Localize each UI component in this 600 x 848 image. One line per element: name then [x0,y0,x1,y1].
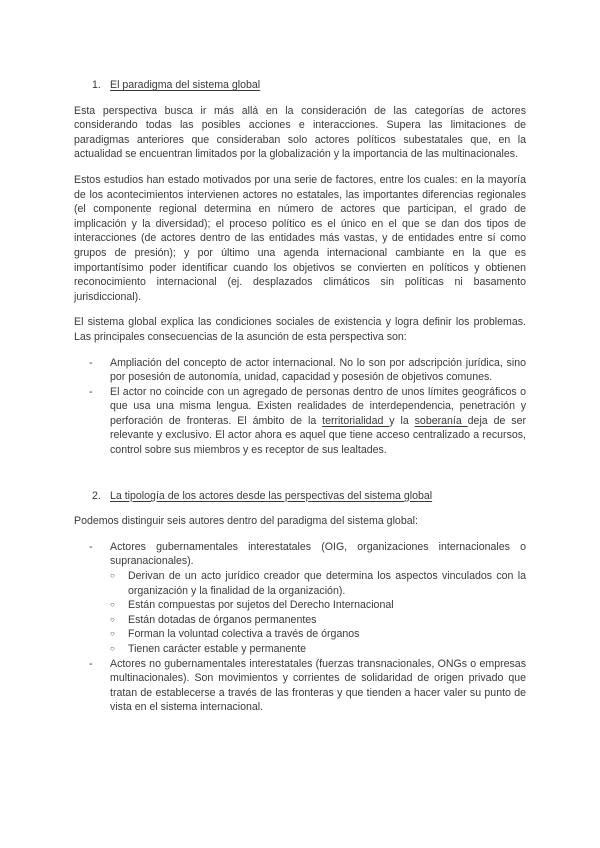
sub-list-item-text: Están compuestas por sujetos del Derecho Internacional [128,599,394,612]
circle-bullet-icon: ○ [110,644,115,653]
list-item [74,356,526,385]
section-title: El paradigma del sistema global [110,79,261,91]
sub-list-item-text: Están dotadas de órganos permanentes [128,613,317,626]
list-item-text: y la [389,414,415,427]
sub-list-item [110,627,526,642]
dash-bullet-icon: - [89,385,93,398]
sub-list-item-text: Derivan de un acto jurídico creador que determina los aspectos vinculados con la organización y la finalidad de la organización). [128,570,526,597]
list-item [74,657,526,715]
circle-bullet-icon: ○ [110,600,115,610]
list-item [74,540,526,657]
document-page [74,78,526,726]
circle-bullet-icon: ○ [110,629,115,639]
sub-list-item [110,598,526,613]
list-item-text: deja de ser relevante y exclusivo. El actor ahora es aquel que tiene acceso centralizado a recursos, control sobre sus miembros y es receptor de sus lealtades. [110,414,526,457]
sub-list-item [110,569,526,598]
section-number: 1. [92,79,101,91]
section-heading-2 [74,489,526,504]
dash-bullet-icon: - [89,657,93,670]
spacer [74,469,526,489]
section-heading-1 [74,78,526,93]
list-item-text: Actores no gubernamentales interestatales (fuerzas transnacionales, ONGs o empresas multinacionales). Son movimientos y corrientes de solidaridad de origen privado que tratan de establecerse a través de las fronteras y que tienden a hacer valer su punto de vista en el sistema internacional. [110,657,526,714]
sub-list-item-text: Forman la voluntad colectiva a través de órganos [128,628,360,641]
section-title: La tipología de los actores desde las perspectivas del sistema global [110,489,433,502]
list-item-text: Actores gubernamentales interestatales (OIG, organizaciones internacionales o supranacionales). [110,540,526,568]
list-item [74,385,526,458]
circle-bullet-icon: ○ [110,571,115,581]
list-item-text: El actor no coincide con un agregado de personas dentro de unos límites geográficos o que usa una misma lengua. Existen realidades de interdependencia, penetración y perforación de fronteras. El ámbito de la [110,385,526,427]
paragraph: El sistema global explica las condiciones sociales de existencia y logra definir los problemas. Las principales consecuencias de la asunción de esta perspectiva son: [74,316,526,343]
circle-bullet-icon: ○ [110,614,115,624]
paragraph: Podemos distinguir seis autores dentro del paradigma del sistema global: [74,515,418,528]
sub-list-item [110,642,526,657]
sub-list-item-text: Tienen carácter estable y permanente [128,643,307,655]
paragraph: Esta perspectiva busca ir más allá en la consideración de las categorías de actores considerando todas las posibles acciones e interacciones. Supera las limitaciones de paradigmas anteriores que consideraban solo actores políticos subestatales que, en la actualidad se encuentran limitados por la globalización y la importancia de las multinacionales. [74,104,526,161]
paragraph: Estos estudios han estado motivados por una serie de factores, entre los cuales: en la mayoría de los acontecimientos intervienen actores no estatales, las importantes diferencias regionales (el componente regional determina en número de actores que participan, el grado de implicación y la diversidad); el proceso político es el único en el que se dan dos tipos de interacciones (de actores dentro de las entidades más vastas, y de entidades entre sí como grupos de presión); y por último una agenda internacional cambiante en la que es importantísimo poder identificar cuando los objetivos se convierten en políticos y obtienen reconocimiento internacional (ej. desplazados climáticos sin políticas ni basamento jurisdiccional). [74,173,526,303]
dash-bullet-icon: - [89,356,93,369]
list-item-text: Ampliación del concepto de actor internacional. No lo son por adscripción jurídica, sino por posesión de autonomía, unidad, capacidad y posesión de objetivos comunes. [110,356,526,384]
underlined-term-territorialidad: territorialidad [322,414,390,427]
section-number: 2. [92,489,101,502]
sub-list-item [110,613,526,628]
sub-list [110,569,526,657]
actor-types-list [74,540,526,715]
dash-bullet-icon: - [89,540,93,553]
underlined-term-soberania: soberanía [414,414,468,427]
consequences-list [74,356,526,458]
